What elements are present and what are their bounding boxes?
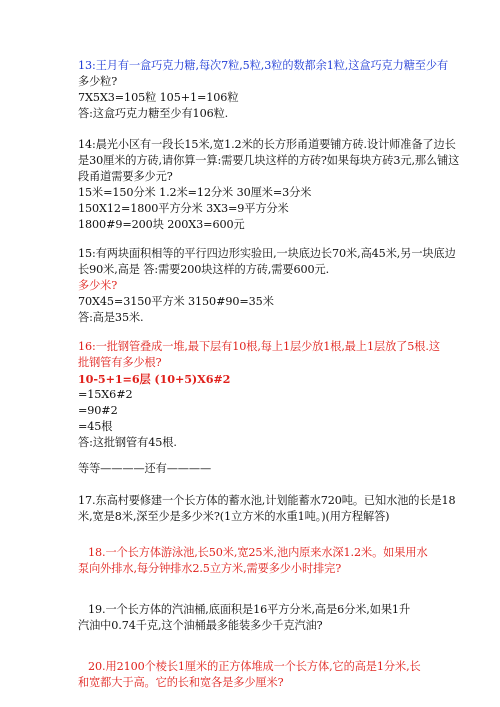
q20-line-1: 20.用2100个棱长1厘米的正方体堆成一个长方体,它的高是1分米,长 [88, 660, 421, 673]
q16-line-4: =15X6#2 [78, 388, 133, 401]
q14-line-1: 14:晨光小区有一段长15米,宽1.2米的长方形甬道要铺方砖.设计师准备了边长 [78, 138, 456, 151]
q13-line-4: 答:这盒巧克力糖至少有106粒. [78, 107, 229, 120]
q14-line-5: 150X12=1800平方分米 3X3=9平方分米 [78, 202, 289, 215]
q14-line-2: 是30厘米的方砖,请你算一算:需要几块这样的方砖?如果每块方砖3元,那么铺这 [78, 154, 460, 167]
q15-line-4: 70X45=3150平方米 3150#90=35米 [78, 295, 274, 308]
q16-line-7: 答:这批钢管有45根. [78, 436, 177, 449]
q13-line-1: 13:王月有一盒巧克力糖,每次7粒,5粒,3粒的数都余1粒,这盒巧克力糖至少有 [78, 59, 449, 72]
q16-line-2: 批钢管有多少根? [78, 356, 162, 369]
q13-line-2: 多少粒? [78, 75, 118, 88]
q13-line-3: 7X5X3=105粒 105+1=106粒 [78, 91, 239, 104]
q20-line-2: 和宽都大于高。它的长和宽各是多少厘米? [78, 676, 284, 689]
q15-line-1: 15:有两块面积相等的平行四边形实验田,一块底边长70米,高45米,另一块底边 [78, 247, 456, 260]
q14-line-6: 1800#9=200块 200X3=600元 [78, 218, 245, 231]
q15-line-3: 多少米? [78, 279, 118, 292]
q18-line-2: 泵向外排水,每分钟排水2.5立方米,需要多少小时排完? [78, 562, 342, 575]
q16-line-1: 16:一批钢管叠成一堆,最下层有10根,每上1层少放1根,最上1层放了5根.这 [78, 340, 440, 353]
q14-line-4: 15米=150分米 1.2米=12分米 30厘米=3分米 [78, 186, 312, 199]
q15-line-5: 答:高是35米. [78, 311, 144, 324]
q17-line-2: 米,宽是8米,深至少是多少米?(1立方米的水重1吨。)(用方程解答) [78, 510, 390, 523]
q16-line-3: 10-5+1=6层 (10+5)X6#2 [78, 372, 231, 386]
divider-text: 等等————还有———— [78, 462, 212, 475]
q18-line-1: 18.一个长方体游泳池,长50米,宽25米,池内原来水深1.2米。如果用水 [88, 546, 428, 559]
q15-line-2: 长90米,高是 答:需要200块这样的方砖,需要600元. [78, 263, 330, 276]
q19-line-2: 汽油中0.74千克,这个油桶最多能装多少千克汽油? [78, 619, 323, 632]
q14-line-3: 段甬道需要多少元? [78, 170, 173, 183]
q17-line-1: 17.东高村要修建一个长方体的蓄水池,计划能蓄水720吨。已知水池的长是18 [78, 494, 456, 507]
q19-line-1: 19.一个长方体的汽油桶,底面积是16平方分米,高是6分米,如果1升 [88, 603, 411, 616]
q16-line-6: =45根 [78, 420, 113, 433]
q16-line-5: =90#2 [78, 404, 118, 417]
